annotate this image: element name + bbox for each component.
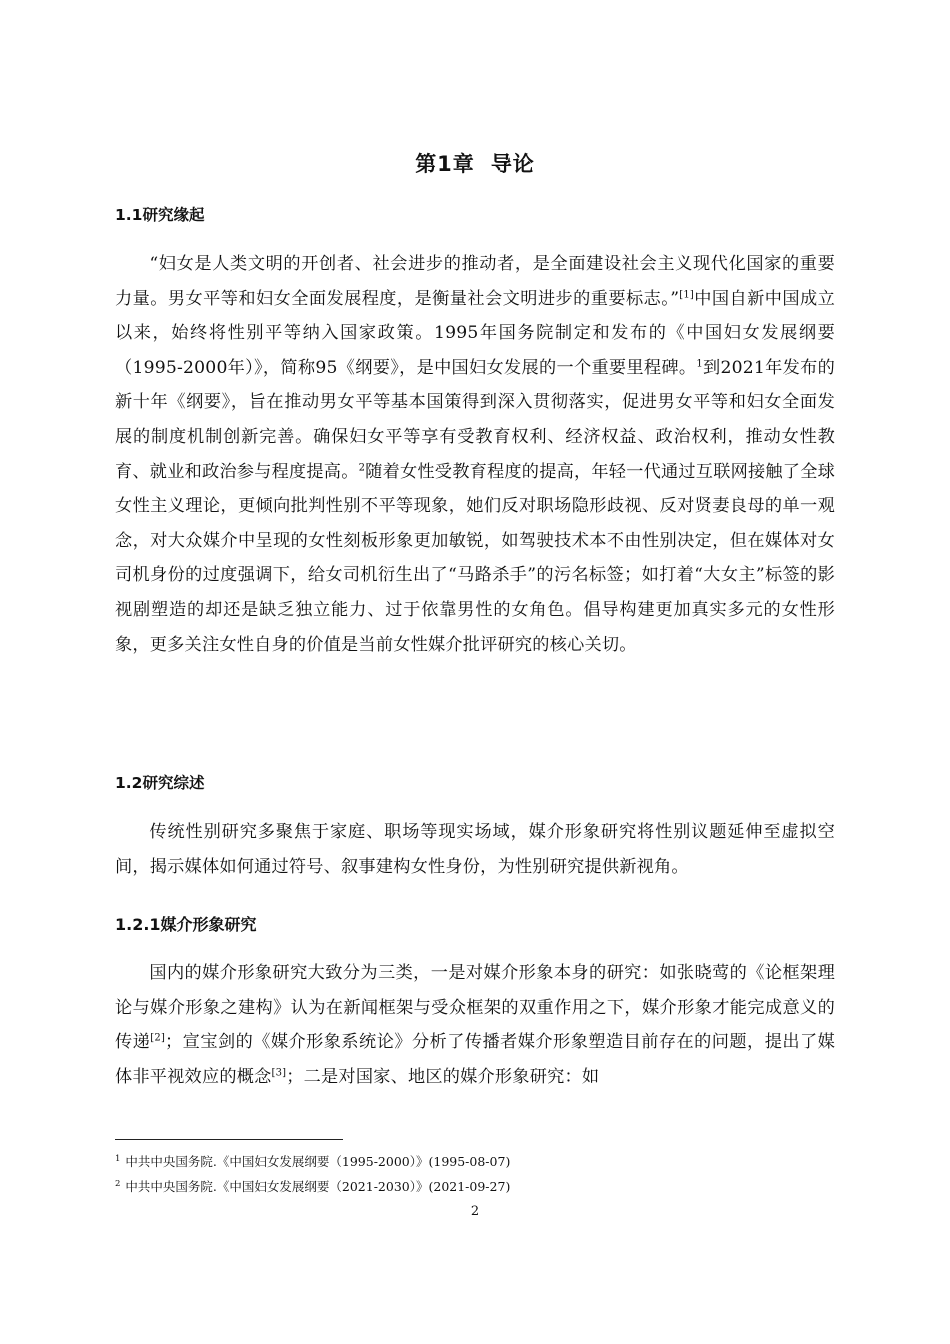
citation-ref: [3] [271, 1067, 287, 1079]
chapter-number: 第1章 [415, 152, 475, 176]
paragraph-text: 随着女性受教育程度的提高，年轻一代通过互联网接触了全球女性主义理论，更倾向批判性别不平等现象，她们反对职场隐形歧视、反对贤妻良母的单一观念，对大众媒介中呈现的女性刻板形象更加敏锐，如驾驶技术本不由性别决定，但在媒体对女司机身份的过度强调下，给女司机衍生出了“马路杀手”的污名标签；如打着“大女主”标签的影视剧塑造的却还是缺乏独立能力、过于依靠男性的女角色。倡导构建更加真实多元的女性形象，更多关注女性自身的价值是当前女性媒介批评研究的核心关切。 [115, 461, 835, 655]
footnote-text: 中共中央国务院.《中国妇女发展纲要（2021-2030）》(2021-09-27) [125, 1179, 511, 1194]
paragraph-research-review: 传统性别研究多聚焦于家庭、职场等现实场域，媒介形象研究将性别议题延伸至虚拟空间，揭示媒体如何通过符号、叙事建构女性身份，为性别研究提供新视角。 [115, 822, 835, 877]
chapter-name: 导论 [490, 152, 535, 176]
paragraph-research-origin [115, 247, 835, 662]
paragraph-text: 国内的媒介形象研究大致分为三类，一是对媒介形象本身的研究：如张晓莺的《论框架理论与媒介形象之建构》认为在新闻框架与受众框架的双重作用之下，媒介形象才能完成意义的传递 [115, 963, 835, 1053]
paragraph-text: ；二是对国家、地区的媒介形象研究：如 [286, 1066, 600, 1087]
paragraph-media-image [115, 956, 835, 1094]
section-heading-1-1: 1.1研究缘起 [115, 206, 205, 224]
section-heading-1-2-1: 1.2.1媒介形象研究 [115, 915, 257, 934]
paragraph-text: “妇女是人类文明的开创者、社会进步的推动者，是全面建设社会主义现代化国家的重要力量。男女平等和妇女全面发展程度，是衡量社会文明进步的重要标志。” [115, 254, 835, 309]
footnote-ref: 2 [358, 461, 366, 473]
citation-ref: [1] [679, 288, 695, 300]
paragraph-text: ；宣宝剑的《媒介形象系统论》分析了传播者媒介形象塑造目前存在的问题，提出了媒体非平视效应的概念 [115, 1032, 835, 1087]
footnote-2 [115, 1177, 510, 1195]
footnote-mark: 1 [115, 1153, 121, 1164]
paragraph-text: 到2021年发布的新十年《纲要》，旨在推动男女平等基本国策得到深入贯彻落实，促进男女平等和妇女全面发展的制度机制创新完善。确保妇女平等享有受教育权利、经济权益、政治权利，推动女性教育、就业和政治参与程度提高。 [115, 357, 835, 482]
footnote-text: 中共中央国务院.《中国妇女发展纲要（1995-2000）》(1995-08-07) [125, 1154, 511, 1169]
citation-ref: [2] [150, 1032, 166, 1044]
footnote-mark: 2 [115, 1178, 121, 1189]
footnote-1 [115, 1152, 510, 1170]
section-heading-1-2: 1.2研究综述 [115, 774, 205, 792]
footnote-divider [115, 1139, 343, 1140]
chapter-title [0, 148, 950, 178]
footnote-ref: 1 [696, 358, 703, 370]
page-number: 2 [470, 1204, 480, 1219]
paragraph-text: 中国自新中国成立以来，始终将性别平等纳入国家政策。1995年国务院制定和发布的《中国妇女发展纲要（1995-2000年）》，简称95《纲要》，是中国妇女发展的一个重要里程碑。 [115, 288, 835, 378]
